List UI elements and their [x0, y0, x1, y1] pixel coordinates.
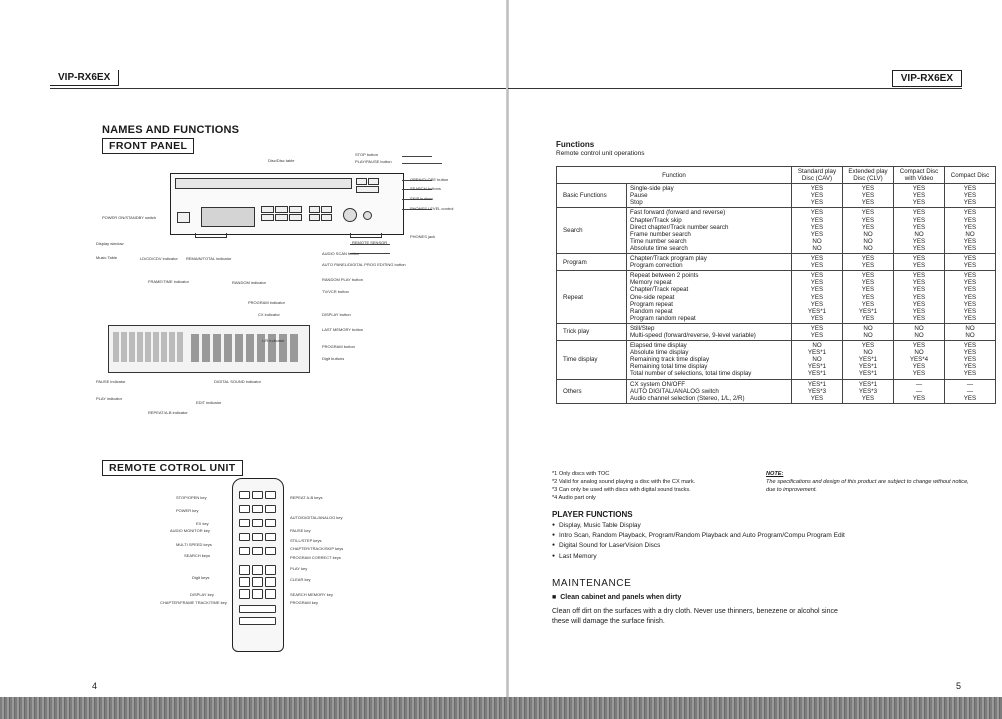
- functions-table: [556, 166, 996, 404]
- disc-tray: [175, 178, 352, 189]
- callout-stop: STOP button: [355, 152, 378, 157]
- value-clv: YES NO YES*1 YES*1 YES*1: [843, 341, 894, 379]
- note-text: The specifications and design of this product are subject to change without notice, due to improvement.: [766, 479, 969, 493]
- model-label-right: VIP-RX6EX: [892, 70, 962, 87]
- callout-display-btn: DISPLAY button: [322, 312, 351, 317]
- value-cdv: YES YES YES: [894, 184, 945, 208]
- function-list: Still/Step Multi-speed (forward/reverse, 9-level variable): [627, 323, 792, 340]
- callout-chapter-frame: CHAPTER/FRAME TRACK/TIME key: [160, 600, 227, 605]
- value-cdv: YES YES YES YES YES YES YES: [894, 271, 945, 324]
- remote-key: [239, 605, 276, 613]
- function-list: Single-side play Pause Stop: [627, 184, 792, 208]
- phones-jack: [363, 211, 372, 220]
- remote-digit-key: [239, 577, 250, 587]
- names-functions-title: NAMES AND FUNCTIONS: [102, 124, 240, 136]
- play-pause-button: [368, 178, 379, 185]
- value-cdv: — — YES: [894, 379, 945, 403]
- header-cd: Compact Disc: [945, 167, 996, 184]
- digit-button: [261, 214, 274, 221]
- maintenance-body: Clean off dirt on the surfaces with a dry cloth. Never use thinners, benezene or alcohol since these will damage the surface finish.: [552, 608, 838, 625]
- functions-subtitle: Remote control unit operations: [556, 150, 645, 157]
- callout-random-indicator: RANDOM indicator: [232, 280, 267, 285]
- footnote: *2 Valid for analog sound playing a disc with the CX mark.: [552, 479, 696, 485]
- table-row: [557, 208, 996, 254]
- callout-play-key: PLAY key: [290, 566, 308, 571]
- callout-power-key: POWER key: [176, 508, 199, 513]
- function-list: Elapsed time display Absolute time display Remaining track time display Remaining total time display Total number of selections, total time display: [627, 341, 792, 379]
- group-name: Trick play: [557, 323, 627, 340]
- value-cav: YES YES: [792, 323, 843, 340]
- remote-key: [252, 519, 263, 527]
- table-header-row: [557, 167, 996, 184]
- callout-display-window: Display window: [96, 241, 124, 246]
- scan-footer-strip: [0, 697, 1002, 719]
- callout-pgm-indicator: PROGRAM indicator: [248, 300, 285, 305]
- callout-digit-keys: Digit keys: [192, 575, 210, 580]
- power-switch: [177, 212, 190, 223]
- search-button: [321, 206, 332, 213]
- music-table-grid: [113, 332, 183, 362]
- remote-digit-key: [252, 589, 263, 599]
- group-name: Program: [557, 254, 627, 271]
- callout-pause-indicator: PAUSE indicator: [96, 379, 126, 384]
- footnotes: [552, 470, 752, 502]
- value-cdv: YES YES: [894, 254, 945, 271]
- player-front-panel: [170, 173, 404, 235]
- value-clv: YES YES: [843, 254, 894, 271]
- group-name: Basic Functions: [557, 184, 627, 208]
- function-list: Fast forward (forward and reverse) Chapter/Track skip Direct chapter/Track number search Frame number search Time number search Absolute time search: [627, 208, 792, 254]
- value-cdv: YES YES YES NO YES YES: [894, 208, 945, 254]
- remote-key: [265, 519, 276, 527]
- callout-edit-indicator: EDIT indicator: [196, 400, 222, 405]
- list-item: ● Last Memory: [552, 552, 852, 562]
- remote-key: [265, 505, 276, 513]
- remote-unit-heading: REMOTE COTROL UNIT: [102, 460, 243, 476]
- value-cd: YES YES YES YES YES: [945, 341, 996, 379]
- callout-phones-jack: PHONES jack: [410, 234, 436, 239]
- remote-key: [239, 505, 250, 513]
- value-cav: YES YES YES YES YES YES*1 YES: [792, 271, 843, 324]
- value-cdv: YES NO YES*4 YES YES: [894, 341, 945, 379]
- callout-search-key: SEARCH keys: [184, 553, 211, 558]
- value-cav: YES YES YES YES NO NO: [792, 208, 843, 254]
- callout-ldcd-indicator: LD/CD/CDV indicator: [140, 256, 178, 261]
- skip-button: [321, 214, 332, 221]
- footnote: *3 Can only be used with discs with digital sound tracks.: [552, 487, 691, 493]
- display-window-detail: [108, 325, 310, 373]
- front-panel-heading: FRONT PANEL: [102, 138, 194, 154]
- callout-remain-indicator: REMAIN/TOTAL indicator: [186, 256, 232, 261]
- callout-cx-indicator: CX indicator: [258, 312, 280, 317]
- callout-repeat-ab: REPEAT A-B keys: [290, 495, 323, 500]
- right-page: [508, 0, 1002, 719]
- remote-key: [252, 505, 263, 513]
- seven-segment-digits: [191, 334, 301, 362]
- footnote: *4 Audio part only: [552, 495, 596, 501]
- remote-key: [239, 533, 250, 541]
- list-item: ● Display, Music Table Display: [552, 521, 852, 531]
- maintenance-title: MAINTENANCE: [552, 578, 632, 589]
- header-clv: Extended play Disc (CLV): [843, 167, 894, 184]
- table-row: [557, 323, 996, 340]
- leader-line: [402, 156, 432, 157]
- display-window: [201, 207, 255, 227]
- digit-button: [275, 206, 288, 213]
- value-clv: YES YES YES YES YES YES*1 YES: [843, 271, 894, 324]
- value-cav: YES*1 YES*3 YES: [792, 379, 843, 403]
- remote-key: [239, 519, 250, 527]
- function-list: Chapter/Track program play Program correction: [627, 254, 792, 271]
- value-cd: YES YES YES NO YES YES: [945, 208, 996, 254]
- value-clv: YES YES YES NO NO NO: [843, 208, 894, 254]
- callout-random-play: RANDOM PLAY button: [322, 277, 363, 282]
- remote-key: [265, 491, 276, 499]
- stop-button: [356, 178, 367, 185]
- header-function: Function: [557, 167, 792, 184]
- remote-key: [252, 533, 263, 541]
- player-functions-list: [552, 521, 852, 562]
- remote-digit-key: [239, 565, 250, 575]
- note-title: NOTE:: [766, 471, 784, 477]
- value-cd: NO NO: [945, 323, 996, 340]
- callout-last-memory: LAST MEMORY button: [322, 327, 364, 332]
- callout-auto-digital: AUTO/DIGITAL/ANALOG key: [290, 515, 343, 520]
- open-close-button: [356, 186, 379, 193]
- value-cd: — — YES: [945, 379, 996, 403]
- table-row: [557, 341, 996, 379]
- callout-frame-indicator: FRAME/TIME indicator: [148, 279, 189, 284]
- callout-phones-level: PHONES LEVEL control: [410, 206, 454, 211]
- remote-key: [239, 491, 250, 499]
- digit-button: [261, 206, 274, 213]
- remote-digit-key: [239, 589, 250, 599]
- table-row: [557, 379, 996, 403]
- value-cdv: NO NO: [894, 323, 945, 340]
- remote-control-drawing: [232, 478, 284, 652]
- functions-title: Functions: [556, 140, 595, 149]
- remote-key: [252, 547, 263, 555]
- skip-button: [309, 214, 320, 221]
- value-cav: YES YES YES: [792, 184, 843, 208]
- callout-disc-tray: Disc/Disc table: [268, 158, 295, 163]
- callout-auto-panel: AUTO PANEL/DIGITAL PROG EDITING button: [322, 262, 406, 267]
- callout-program-key: PROGRAM key: [290, 600, 319, 605]
- remote-key: [239, 547, 250, 555]
- remote-digit-key: [265, 565, 276, 575]
- callout-stop-open: STOP/OPEN key: [176, 495, 207, 500]
- callout-chapter-skip: CHAPTER/TRACK/SKIP keys: [290, 546, 344, 551]
- callout-tv-vcr: TV/VCR button: [322, 289, 349, 294]
- value-cd: YES YES YES: [945, 184, 996, 208]
- remote-key: [265, 547, 276, 555]
- group-name: Others: [557, 379, 627, 403]
- callout-open-close: OPEN/CLOSE button: [410, 177, 449, 182]
- remote-digit-key: [252, 565, 263, 575]
- callout-search-memory: SEARCH MEMORY key: [290, 592, 333, 597]
- digit-button: [289, 206, 302, 213]
- callout-search: SEARCH buttons: [410, 186, 441, 191]
- remote-digit-key: [265, 589, 276, 599]
- list-item: ● Digital Sound for LaserVision Discs: [552, 541, 852, 551]
- leader-line: [402, 163, 442, 164]
- header-rule-right: [508, 88, 962, 89]
- function-list: Repeat between 2 points Memory repeat Chapter/Track repeat One-side repeat Program repeat Random repeat Program random repeat: [627, 271, 792, 324]
- callout-music-table: Music Table: [96, 255, 118, 260]
- digit-button: [275, 214, 288, 221]
- table-row: [557, 184, 996, 208]
- callout-play-indicator: PLAY indicator: [96, 396, 123, 401]
- search-button: [309, 206, 320, 213]
- value-cav: YES YES: [792, 254, 843, 271]
- maintenance-subtitle: ■ Clean cabinet and panels when dirty: [552, 594, 681, 601]
- callout-lr-indicator: L/R indicator: [262, 338, 285, 343]
- value-clv: NO NO: [843, 323, 894, 340]
- callout-digit: Digit buttons: [322, 356, 345, 361]
- foot-left: [195, 233, 227, 238]
- callout-skip: SKIP buttons: [410, 196, 434, 201]
- header-cav: Standard play Disc (CAV): [792, 167, 843, 184]
- group-name: Repeat: [557, 271, 627, 324]
- callout-audio-scan: AUDIO SCAN button: [322, 251, 360, 256]
- callout-remote-sensor: REMOTE SENSOR: [352, 240, 388, 245]
- callout-display-key: DISPLAY key: [190, 592, 214, 597]
- callout-multi-speed: MULTI SPEED keys: [176, 542, 212, 547]
- digit-button: [289, 214, 302, 221]
- remote-key: [265, 533, 276, 541]
- callout-program: PROGRAM button: [322, 344, 355, 349]
- value-clv: YES*1 YES*3 YES: [843, 379, 894, 403]
- value-cd: YES YES YES YES YES YES YES: [945, 271, 996, 324]
- callout-program-correct: PROGRAM CORRECT keys: [290, 555, 341, 560]
- callout-digital-indicator: DIGITAL SOUND indicator: [214, 379, 261, 384]
- player-functions-title: PLAYER FUNCTIONS: [552, 510, 633, 519]
- callout-play-pause: PLAY/PAUSE button: [355, 159, 392, 164]
- group-name: Search: [557, 208, 627, 254]
- page-number-right: 5: [956, 681, 962, 691]
- model-label-left: VIP-RX6EX: [50, 70, 119, 86]
- page-number-left: 4: [92, 681, 98, 691]
- callout-repeat-indicator: REPEAT/A-B indicator: [148, 410, 188, 415]
- note-block: [766, 470, 971, 494]
- value-cd: YES YES: [945, 254, 996, 271]
- callout-power: POWER ON/STANDBY switch: [102, 215, 157, 220]
- function-list: CX system ON/OFF AUTO DIGITAL/ANALOG switch Audio channel selection (Stereo, 1/L, 2/R): [627, 379, 792, 403]
- list-item: ● Intro Scan, Random Playback, Program/Random Playback and Auto Program/Compu Program Edit: [552, 531, 852, 541]
- value-cav: NO YES*1 NO YES*1 YES*1: [792, 341, 843, 379]
- table-row: [557, 254, 996, 271]
- remote-key: [252, 491, 263, 499]
- callout-pause-key: PAUSE key: [290, 528, 311, 533]
- header-cdv: Compact Disc with Video: [894, 167, 945, 184]
- remote-digit-key: [265, 577, 276, 587]
- phones-level-knob: [343, 208, 357, 222]
- header-rule-left: [50, 88, 508, 89]
- remote-digit-key: [252, 577, 263, 587]
- group-name: Time display: [557, 341, 627, 379]
- value-clv: YES YES YES: [843, 184, 894, 208]
- callout-ex: EX key: [196, 521, 209, 526]
- table-row: [557, 271, 996, 324]
- foot-right: [350, 233, 382, 238]
- callout-still-step: STILL/STEP keys: [290, 538, 322, 543]
- remote-key: [239, 617, 276, 625]
- callout-audio-monitor: AUDIO MONITOR key: [170, 528, 210, 533]
- callout-clear: CLEAR key: [290, 577, 311, 582]
- footnote: *1 Only discs with TOC: [552, 471, 610, 477]
